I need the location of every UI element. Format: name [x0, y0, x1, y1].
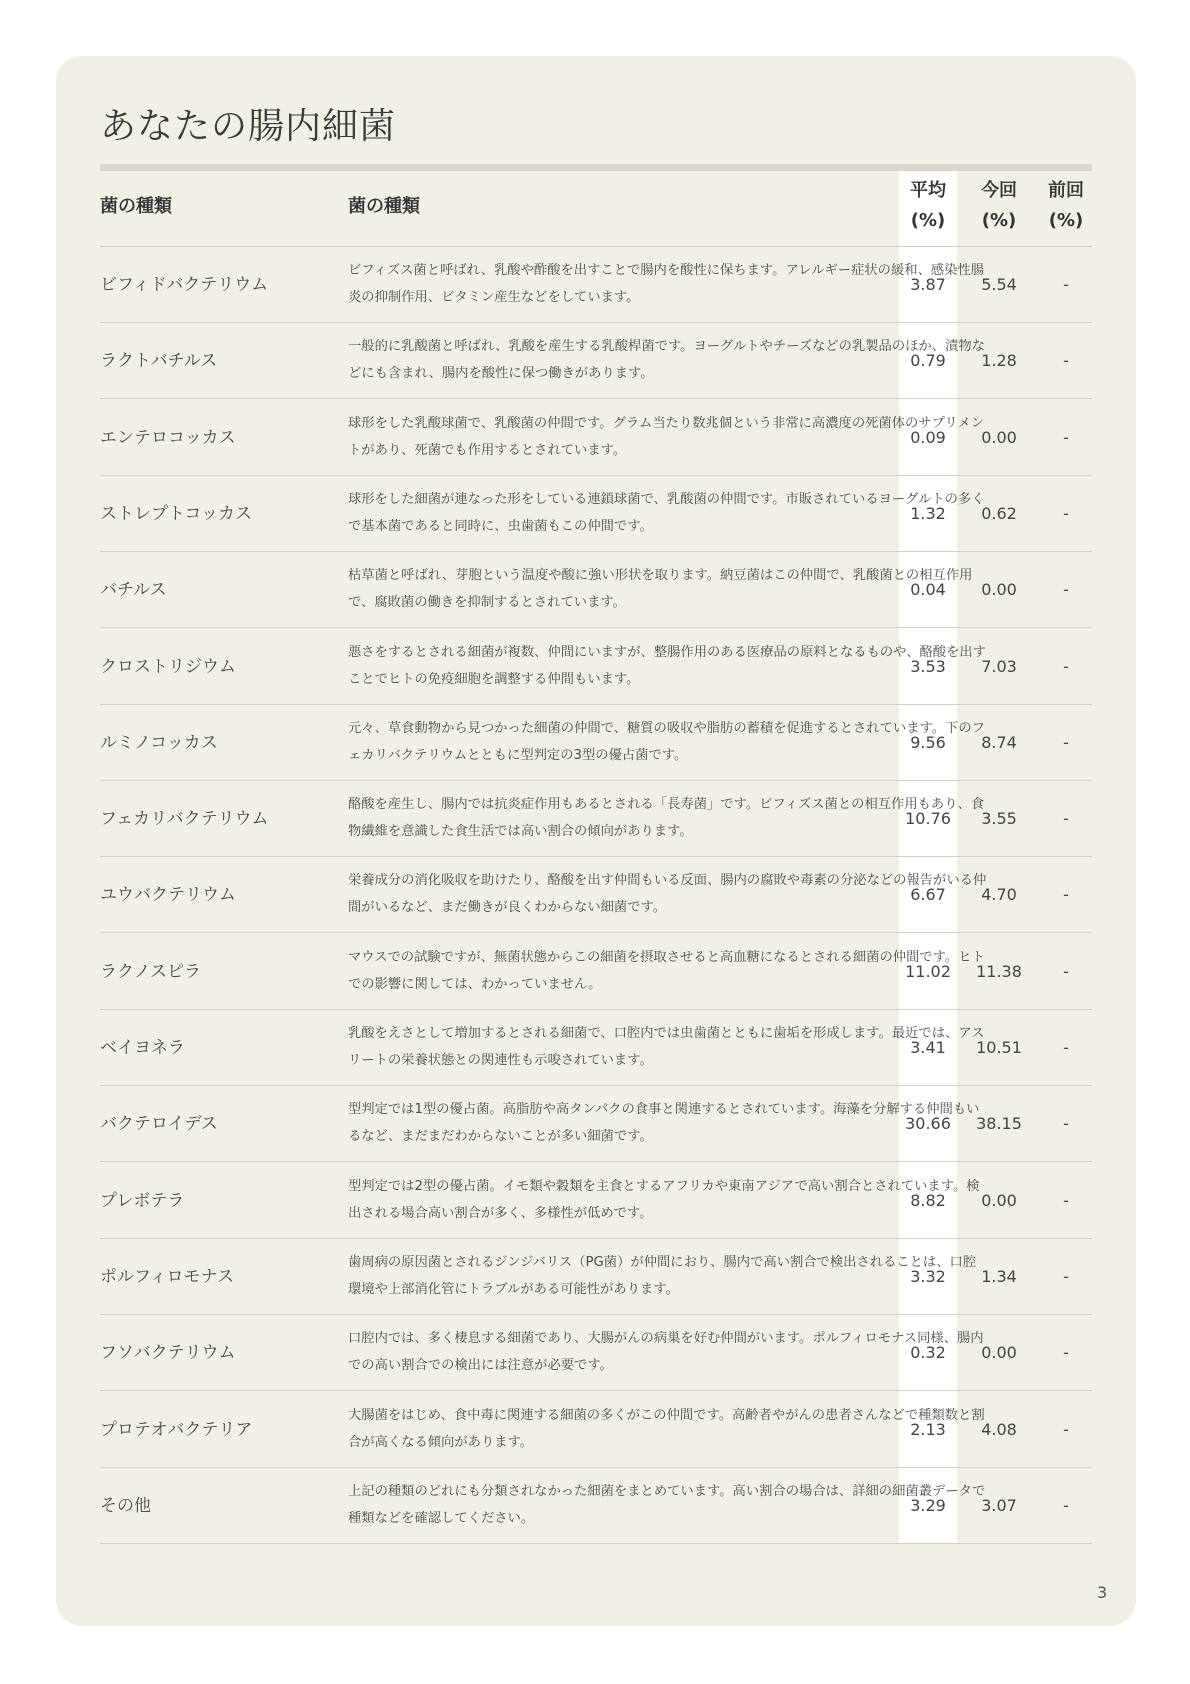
header-average-unit: (%)	[910, 210, 946, 231]
current-value: 0.00	[981, 580, 1017, 600]
table-row	[100, 1392, 1092, 1468]
current-value: 0.62	[981, 503, 1017, 523]
bacteria-name: ストレプトコッカス	[100, 503, 252, 524]
average-value: 1.32	[910, 503, 946, 523]
average-value: 2.13	[910, 1419, 946, 1439]
table-row	[100, 1239, 1092, 1315]
bacteria-description: 型判定では1型の優占菌。高脂肪や高タンパクの食事と関連するとされています。海藻を分解する仲間もいるなど、まだまだわからないことが多い細菌です。	[348, 1102, 980, 1145]
bacteria-description: マウスでの試験ですが、無菌状態からこの細菌を摂取させると高血糖になるとされる細菌の仲間です。ヒトでの影響に関しては、わかっていません。	[348, 949, 985, 992]
current-value: 1.34	[981, 1266, 1017, 1286]
previous-value: -	[1063, 580, 1069, 600]
current-value: 0.00	[981, 1343, 1017, 1363]
previous-value: -	[1063, 1495, 1069, 1515]
table-row	[100, 1086, 1092, 1162]
previous-value: -	[1063, 1343, 1069, 1363]
bacteria-name: エンテロコッカス	[100, 427, 236, 448]
average-value: 6.67	[910, 885, 946, 905]
table-row	[100, 934, 1092, 1010]
average-value: 8.82	[910, 1190, 946, 1210]
current-value: 10.51	[976, 1038, 1022, 1057]
current-value: 8.74	[981, 732, 1017, 752]
current-value: 5.54	[981, 275, 1017, 294]
average-value: 10.76	[905, 809, 951, 829]
previous-value: -	[1063, 656, 1069, 676]
current-value: 3.07	[981, 1495, 1017, 1515]
bacteria-name: クロストリジウム	[100, 656, 236, 677]
current-value: 38.15	[976, 1114, 1022, 1134]
average-value: 11.02	[905, 961, 951, 981]
bacteria-name: フェカリバクテリウム	[100, 809, 269, 830]
current-value: 11.38	[976, 961, 1022, 981]
bacteria-description: 元々、草食動物から見つかった細菌の仲間で、糖質の吸収や脂肪の蓄積を促進するとされています。下のフェカリバクテリウムとともに型判定の3型の優占菌です。	[348, 720, 985, 763]
previous-value: -	[1063, 1266, 1069, 1286]
average-value: 3.41	[910, 1038, 946, 1057]
table-row	[100, 1468, 1092, 1544]
bacteria-description: 乳酸をえさとして増加するとされる細菌で、口腔内では虫歯菌とともに歯垢を形成します。最近では、アスリートの栄養状態との関連性も示唆されています。	[348, 1026, 985, 1068]
table-row	[100, 1010, 1092, 1086]
bacteria-name: プロテオバクテリア	[100, 1419, 253, 1440]
bacteria-name: バクテロイデス	[100, 1114, 218, 1135]
bacteria-description: 枯草菌と呼ばれ、芽胞という温度や酸に強い形状を取ります。納豆菌はこの仲間で、乳酸菌との相互作用で、腐敗菌の働きを抑制するとされています。	[348, 568, 973, 611]
bacteria-description: 大腸菌をはじめ、食中毒に関連する細菌の多くがこの仲間です。高齢者やがんの患者さんなどで種類数と割合が高くなる傾向があります。	[348, 1407, 985, 1450]
bacteria-name: ユウバクテリウム	[100, 885, 236, 906]
average-value: 9.56	[910, 732, 946, 752]
previous-value: -	[1063, 961, 1069, 981]
average-value: 0.79	[910, 351, 946, 371]
bacteria-description: ビフィズス菌と呼ばれ、乳酸や酢酸を出すことで腸内を酸性に保ちます。アレルギー症状の緩和、感染性腸炎の抑制作用、ビタミン産生などをしています。	[348, 263, 985, 305]
bacteria-description: 一般的に乳酸菌と呼ばれ、乳酸を産生する乳酸桿菌です。ヨーグルトやチーズなどの乳製品のほか、漬物などにも含まれ、腸内を酸性に保つ働きがあります。	[348, 339, 985, 382]
current-value: 4.70	[981, 885, 1017, 905]
average-value: 0.09	[910, 427, 946, 447]
table-row	[100, 476, 1092, 552]
current-value: 1.28	[981, 351, 1017, 371]
bacteria-name: バチルス	[100, 580, 167, 601]
average-value: 3.53	[910, 656, 946, 676]
row-divider	[100, 1543, 1092, 1544]
header-current-unit: (%)	[981, 210, 1017, 231]
current-value: 7.03	[981, 656, 1017, 676]
previous-value: -	[1063, 275, 1069, 294]
average-value: 0.04	[910, 580, 946, 600]
bacteria-name: その他	[100, 1495, 151, 1516]
table-row	[100, 629, 1092, 705]
bacteria-description: 悪さをするとされる細菌が複数、仲間にいますが、整腸作用のある医療品の原料となるものや、酪酸を出すことでヒトの免疫細胞を調整する仲間もいます。	[348, 644, 986, 687]
previous-value: -	[1063, 1419, 1069, 1439]
table-row	[100, 781, 1092, 857]
header-previous	[1040, 176, 1092, 236]
bacteria-description: 球形をした乳酸球菌で、乳酸菌の仲間です。グラム当たり数兆個という非常に高濃度の死菌体のサプリメントがあり、死菌でも作用するとされています。	[348, 415, 984, 458]
previous-value: -	[1063, 885, 1069, 905]
header-bacteria-description: 菌の種類	[348, 196, 420, 217]
bacteria-description: 歯周病の原因菌とされるジンジバリス（PG菌）が仲間におり、腸内で高い割合で検出されることは、口腔環境や上部消化管にトラブルがある可能性があります。	[348, 1254, 977, 1297]
header-average	[899, 176, 957, 236]
table-row	[100, 400, 1092, 476]
bacteria-description: 上記の種類のどれにも分類されなかった細菌をまとめています。高い割合の場合は、詳細の細菌叢データで種類などを確認してください。	[348, 1483, 986, 1526]
average-value: 30.66	[905, 1114, 951, 1134]
header-current	[968, 176, 1030, 236]
bacteria-description: 型判定では2型の優占菌。イモ類や穀類を主食とするアフリカや東南アジアで高い割合とされています。検出される場合高い割合が多く、多様性が低めです。	[348, 1178, 980, 1221]
bacteria-name: ラクトバチルス	[100, 351, 218, 372]
table-row	[100, 857, 1092, 933]
average-value: 3.29	[910, 1495, 946, 1515]
previous-value: -	[1063, 503, 1069, 523]
bacteria-name: ルミノコッカス	[100, 732, 218, 753]
table-row	[100, 1163, 1092, 1239]
page-title: あなたの腸内細菌	[100, 106, 397, 147]
table-row	[100, 552, 1092, 628]
current-value: 0.00	[981, 1190, 1017, 1210]
bacteria-description: 球形をした細菌が連なった形をしている連鎖球菌で、乳酸菌の仲間です。市販されているヨーグルトの多くで基本菌であると同時に、虫歯菌もこの仲間です。	[348, 491, 985, 534]
header-bacteria-type: 菌の種類	[100, 196, 172, 217]
previous-value: -	[1063, 1114, 1069, 1134]
bacteria-description: 栄養成分の消化吸収を助けたり、酪酸を出す仲間もいる反面、腸内の腐敗や毒素の分泌などの報告がいる仲間がいるなど、まだ働きが良くわからない細菌です。	[348, 873, 987, 916]
bacteria-name: ラクノスピラ	[100, 961, 201, 982]
current-value: 4.08	[981, 1419, 1017, 1439]
bacteria-description: 酪酸を産生し、腸内では抗炎症作用もあるとされる「長寿菌」です。ビフィズス菌との相互作用もあり、食物繊維を意識した食生活では高い割合の傾向があります。	[348, 797, 985, 840]
previous-value: -	[1063, 427, 1069, 447]
bacteria-name: フソバクテリウム	[100, 1343, 236, 1364]
table-row	[100, 323, 1092, 399]
bacteria-name: ビフィドバクテリウム	[100, 275, 269, 295]
average-value: 3.32	[910, 1266, 946, 1286]
header-previous-unit: (%)	[1048, 210, 1084, 231]
current-value: 0.00	[981, 427, 1017, 447]
table-row	[100, 1315, 1092, 1391]
previous-value: -	[1063, 351, 1069, 371]
average-value: 0.32	[910, 1343, 946, 1363]
page-number: 3	[1097, 1583, 1108, 1602]
current-value: 3.55	[981, 809, 1017, 829]
bacteria-name: プレボテラ	[100, 1190, 185, 1211]
bacteria-description: 口腔内では、多く棲息する細菌であり、大腸がんの病巣を好む仲間がいます。ポルフィロモナス同様、腸内での高い割合での検出には注意が必要です。	[348, 1331, 984, 1374]
table-row	[100, 705, 1092, 781]
header-average-label: 平均	[910, 180, 946, 201]
previous-value: -	[1063, 732, 1069, 752]
header-previous-label: 前回	[1048, 180, 1084, 201]
average-value: 3.87	[910, 275, 946, 294]
previous-value: -	[1063, 1190, 1069, 1210]
title-divider	[100, 164, 1092, 171]
bacteria-name: ポルフィロモナス	[100, 1266, 234, 1287]
table-row	[100, 247, 1092, 323]
header-current-label: 今回	[981, 180, 1017, 201]
previous-value: -	[1063, 1038, 1069, 1057]
previous-value: -	[1063, 809, 1069, 829]
bacteria-name: ベイヨネラ	[100, 1038, 185, 1058]
